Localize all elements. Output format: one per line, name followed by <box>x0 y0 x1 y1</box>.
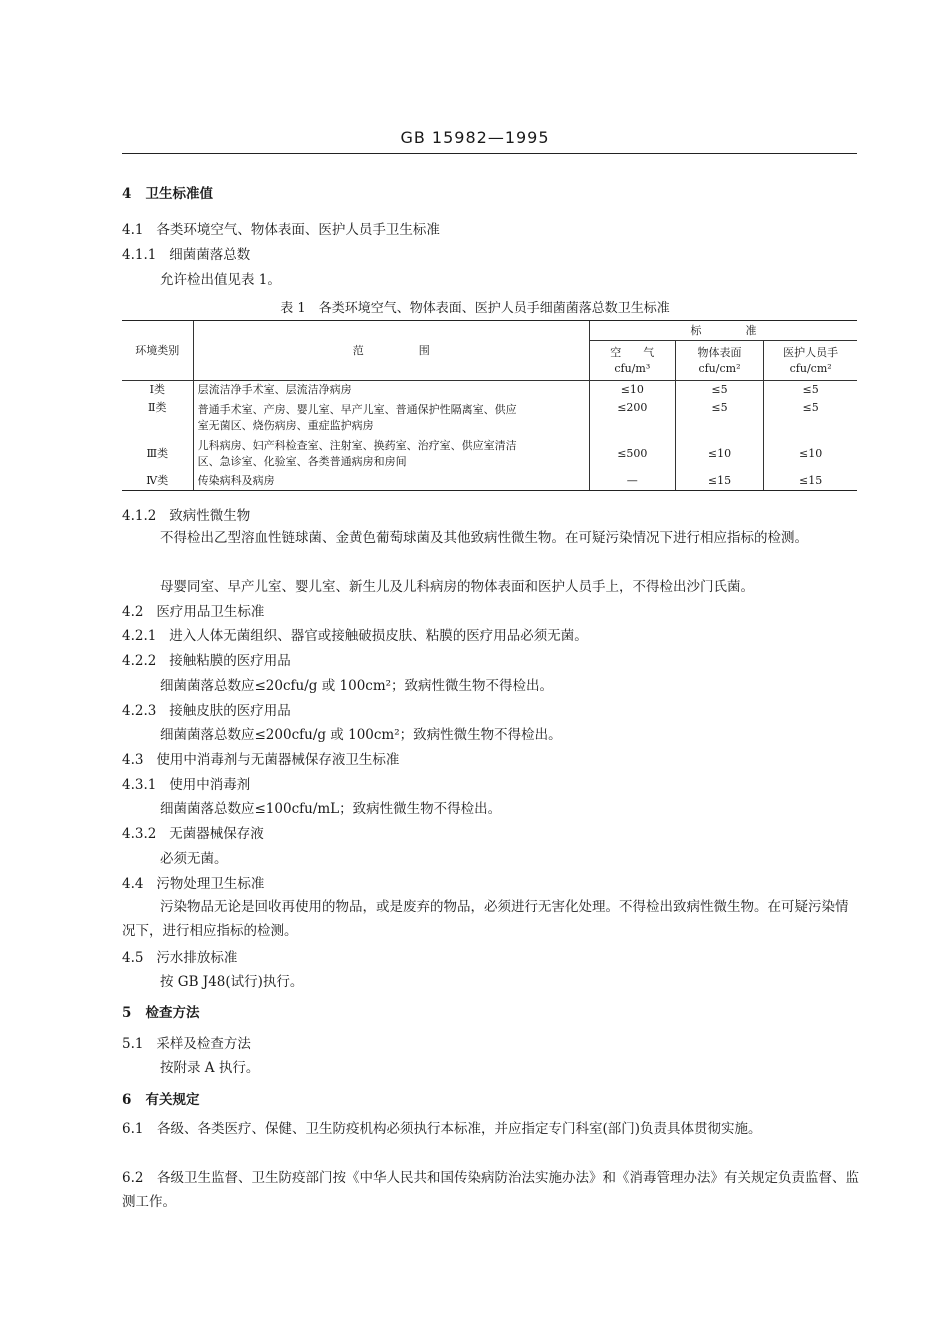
section-4-4-paragraph: 污染物品无论是回收再使用的物品，或是废弃的物品，必须进行无害化处理。不得检出致病性微生物。在可疑污染情况下，进行相应指标的检测。 <box>122 899 849 939</box>
section-4-2-2-heading <box>122 652 291 670</box>
section-title: 污物处理卫生标准 <box>156 876 265 892</box>
row-range-line: 儿科病房、妇产科检查室、注射室、换药室、治疗室、供应室清洁 <box>197 438 517 452</box>
section-4-2-heading <box>122 603 264 621</box>
section-5-1-heading <box>122 1035 251 1053</box>
row-air: — <box>589 472 675 491</box>
section-number: 4.1.2 <box>122 508 157 524</box>
surface-unit: cfu/cm² <box>698 361 741 375</box>
col-header-air <box>589 341 675 381</box>
section-4-1-2-heading <box>122 507 250 525</box>
row-hand: ≤5 <box>764 381 857 400</box>
section-5-heading <box>122 1004 200 1022</box>
section-4-5-heading <box>122 949 237 967</box>
row-range: 层流洁净手术室、层流洁净病房 <box>193 381 589 400</box>
section-4-1-1-heading <box>122 246 250 264</box>
table-row <box>122 400 857 436</box>
header-rule <box>122 153 857 154</box>
row-env: Ⅱ类 <box>148 400 167 414</box>
section-number: 4.1.1 <box>122 247 157 263</box>
section-6-heading <box>122 1091 200 1109</box>
section-4-2-2-text: 细菌菌落总数应≤20cfu/g 或 100cm²；致病性微生物不得检出。 <box>160 678 554 694</box>
row-range: 传染病科及病房 <box>193 472 589 491</box>
section-title: 医疗用品卫生标准 <box>156 604 265 620</box>
col-header-hand <box>764 341 857 381</box>
table-row <box>122 436 857 472</box>
hand-unit: cfu/cm² <box>789 361 832 375</box>
section-4-5-text: 按 GB J48(试行)执行。 <box>160 974 304 990</box>
section-title: 使用中消毒剂与无菌器械保存液卫生标准 <box>156 752 400 768</box>
section-4-heading <box>122 185 213 203</box>
section-4-1-2-paragraph-1: 不得检出乙型溶血性链球菌、金黄色葡萄球菌及其他致病性微生物。在可疑污染情况下进行相应指标的检测。 <box>160 530 808 546</box>
section-4-2-3-heading <box>122 702 291 720</box>
section-number: 4.2.2 <box>122 653 157 669</box>
row-range-line: 普通手术室、产房、婴儿室、早产儿室、普通保护性隔离室、供应 <box>197 402 517 416</box>
section-title: 无菌器械保存液 <box>169 826 264 842</box>
table-row <box>122 381 857 400</box>
standard-number-header: GB 15982—1995 <box>400 128 550 147</box>
table-caption: 表 1 各类环境空气、物体表面、医护人员手细菌菌落总数卫生标准 <box>280 301 670 316</box>
section-number: 4.3 <box>122 752 144 768</box>
hand-label: 医护人员手 <box>783 345 839 359</box>
section-4-3-heading <box>122 751 399 769</box>
section-number: 4 <box>122 186 132 202</box>
section-6-2-paragraph: 6.2 各级卫生监督、卫生防疫部门按《中华人民共和国传染病防治法实施办法》和《消毒管理办法》有关规定负责监督、监测工作。 <box>122 1170 859 1210</box>
row-hand: ≤5 <box>764 400 857 436</box>
section-number: 6 <box>122 1092 132 1108</box>
section-title: 接触粘膜的医疗用品 <box>169 653 291 669</box>
row-hand: ≤10 <box>764 436 857 472</box>
section-4-2-3-text: 细菌菌落总数应≤200cfu/g 或 100cm²；致病性微生物不得检出。 <box>160 727 562 743</box>
section-number: 4.4 <box>122 876 144 892</box>
section-title: 污水排放标准 <box>156 950 238 966</box>
section-number: 5 <box>122 1005 132 1021</box>
section-title: 卫生标准值 <box>145 186 214 202</box>
section-number: 4.3.2 <box>122 826 157 842</box>
section-4-3-2-heading <box>122 825 264 843</box>
row-range <box>193 400 589 436</box>
section-4-3-1-text: 细菌菌落总数应≤100cfu/mL；致病性微生物不得检出。 <box>160 801 502 817</box>
table-row <box>122 472 857 491</box>
section-title: 使用中消毒剂 <box>169 777 251 793</box>
section-title: 各类环境空气、物体表面、医护人员手卫生标准 <box>156 222 440 238</box>
section-4-3-1-heading <box>122 776 250 794</box>
air-label: 空 气 <box>610 345 655 359</box>
row-env: Ⅳ类 <box>122 472 193 491</box>
section-6-1-paragraph: 6.1 各级、各类医疗、保健、卫生防疫机构必须执行本标准，并应指定专门科室(部门)负责具体贯彻实施。 <box>122 1121 762 1137</box>
col-header-range: 范 围 <box>193 321 589 381</box>
section-number: 4.3.1 <box>122 777 157 793</box>
section-5-1-text: 按附录 A 执行。 <box>160 1060 260 1076</box>
section-title: 致病性微生物 <box>169 508 251 524</box>
col-header-standard: 标 准 <box>589 321 857 341</box>
section-4-1-heading <box>122 221 440 239</box>
standards-table <box>122 320 857 491</box>
section-4-4-heading <box>122 875 264 893</box>
row-range-line: 室无菌区、烧伤病房、重症监护病房 <box>197 418 374 432</box>
air-unit: cfu/m³ <box>614 361 651 375</box>
section-4-1-2-paragraph-2: 母婴同室、早产儿室、婴儿室、新生儿及儿科病房的物体表面和医护人员手上，不得检出沙门氏菌。 <box>160 579 754 595</box>
row-surface: ≤5 <box>675 400 764 436</box>
section-title: 进入人体无菌组织、器官或接触破损皮肤、粘膜的医疗用品必须无菌。 <box>169 628 588 644</box>
row-air: ≤200 <box>589 400 675 436</box>
section-title: 有关规定 <box>145 1092 200 1108</box>
row-surface: ≤10 <box>675 436 764 472</box>
section-number: 4.2.3 <box>122 703 157 719</box>
row-range <box>193 436 589 472</box>
row-air: ≤500 <box>589 436 675 472</box>
section-number: 4.2 <box>122 604 144 620</box>
col-header-surface <box>675 341 764 381</box>
row-surface: ≤15 <box>675 472 764 491</box>
section-title: 接触皮肤的医疗用品 <box>169 703 291 719</box>
row-hand: ≤15 <box>764 472 857 491</box>
row-env: Ⅰ类 <box>122 381 193 400</box>
row-range-line: 区、急诊室、化验室、各类普通病房和房间 <box>197 454 407 468</box>
section-number: 5.1 <box>122 1036 144 1052</box>
section-4-1-1-text: 允许检出值见表 1。 <box>160 272 281 288</box>
row-env: Ⅲ类 <box>146 446 169 460</box>
section-title: 检查方法 <box>145 1005 200 1021</box>
section-title: 采样及检查方法 <box>156 1036 251 1052</box>
section-title: 细菌菌落总数 <box>169 247 251 263</box>
surface-label: 物体表面 <box>697 345 742 359</box>
row-surface: ≤5 <box>675 381 764 400</box>
section-4-2-1-heading <box>122 627 588 645</box>
section-number: 4.2.1 <box>122 628 157 644</box>
row-air: ≤10 <box>589 381 675 400</box>
col-header-env: 环境类别 <box>122 321 193 381</box>
section-number: 4.1 <box>122 222 144 238</box>
section-4-3-2-text: 必须无菌。 <box>160 851 228 867</box>
section-number: 4.5 <box>122 950 144 966</box>
